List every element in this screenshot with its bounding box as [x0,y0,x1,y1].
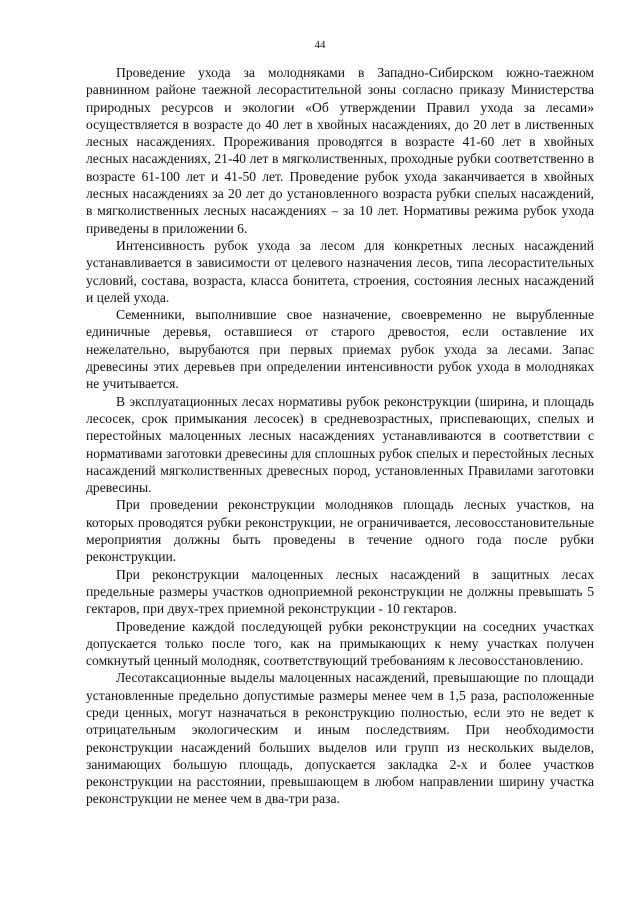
paragraph-seed-trees: Семенники, выполнившие свое назначение, своевременно не вырубленные единичные деревья, оставшиеся от старого древостоя, если оставление их нежелательно, вырубаются при первых приемах рубок ухода за лесами. Запас древесины этих деревьев при определении интенсивности рубок ухода в молодняках не учитывается. [86,307,594,392]
document-body [86,64,594,808]
paragraph-reconstruction-norms: В эксплуатационных лесах нормативы рубок реконструкции (ширина, и площадь лесосек, срок примыкания лесосек) в средневозрастных, приспевающих, спелых и перестойных малоценных лесных насаждениях устанавливаются в соответствии с нормативами заготовки древесины для сплошных рубок спелых и перестойных лесных насаждений мягколиственных древесных пород, установленных Правилами заготовки древесины. [86,393,594,496]
paragraph-young-stands-care: Проведение ухода за молодняками в Западно-Сибирском южно-таежном равнинном районе таежной лесорастительной зоны согласно приказу Министерства природных ресурсов и экологии «Об утверждении Правил ухода за лесами» осуществляется в возрасте до 40 лет в хвойных насаждениях, до 20 лет в лиственных лесных насаждениях. Прореживания проводятся в возрасте 41-60 лет в хвойных лесных насаждениях, 21-40 лет в мягколиственных, проходные рубки соответственно в возрасте 61-100 лет и 41-50 лет. Проведение рубок ухода заканчивается в хвойных лесных насаждениях за 20 лет до установленного возраста рубки спелых насаждений, в мягколиственных лесных насаждениях – за 10 лет. Нормативы режима рубок ухода приведены в приложении 6. [86,65,594,236]
paragraph-young-stands-reconstruction: При проведении реконструкции молодняков площадь лесных участков, на которых проводятся рубки реконструкции, не ограничивается, лесовосстановительные мероприятия должны быть проведены в течение одного года после рубки реконструкции. [86,497,594,565]
paragraph-subsequent-cuttings: Проведение каждой последующей рубки реконструкции на соседних участках допускается только после того, как на примыкающих к нему участках получен сомкнутый ценный молодняк, соответствующий требованиям к лесовосстановлению. [86,618,594,669]
paragraph-protective-forests: При реконструкции малоценных лесных насаждений в защитных лесах предельные размеры участков одноприемной реконструкции не должны превышать 5 гектаров, при двух-трех приемной реконструкции - 10 гектаров. [86,566,594,617]
paragraph-taxation-units: Лесотаксационные выделы малоценных насаждений, превышающие по площади установленные предельно допустимые размеры менее чем в 1,5 раза, расположенные среди ценных, могут назначаться в реконструкцию полностью, если это не ведет к отрицательным экологическим и иным последствиям. При необходимости реконструкции насаждений больших выделов или групп из нескольких выделов, занимающих большую площадь, допускается закладка 2-х и более участков реконструкции на расстоянии, превышающем в любом направлении ширину участка реконструкции не менее чем в два-три раза. [86,670,594,807]
page-number: 44 [314,39,326,51]
paragraph-thinning-intensity: Интенсивность рубок ухода за лесом для конкретных лесных насаждений устанавливается в зависимости от целевого назначения лесов, типа лесорастительных условий, состава, возраста, класса бонитета, строения, состояния лесных насаждений и целей ухода. [86,237,594,305]
